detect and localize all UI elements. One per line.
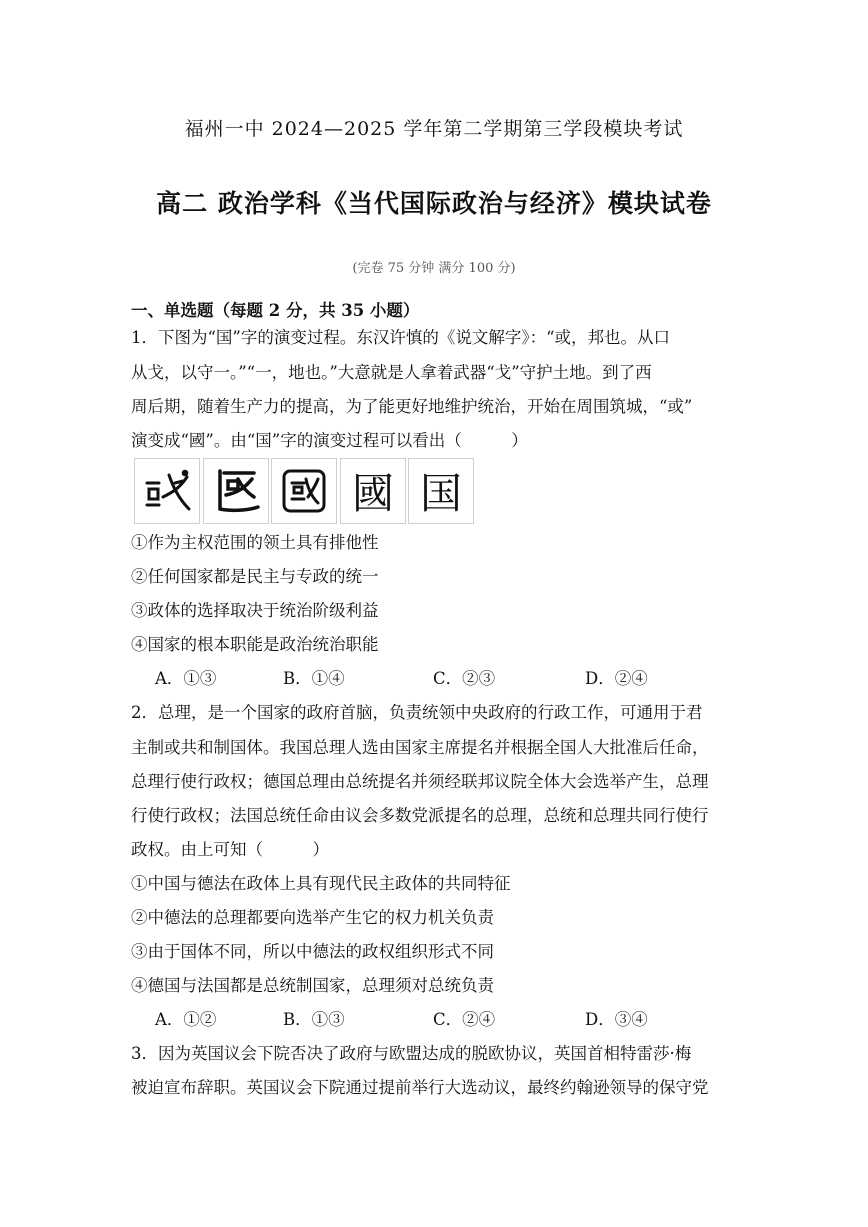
traditional-guo-glyph: 國 <box>340 458 406 524</box>
bronze-guo-glyph-icon <box>203 458 269 524</box>
question-2-statement-4: ④德国与法国都是总统制国家，总理须对总统负责 <box>131 976 494 995</box>
option-b[interactable]: B．①③ <box>283 1010 345 1029</box>
question-2-statement-3: ③由于国体不同，所以中德法的政权组织形式不同 <box>131 942 494 961</box>
question-1-statement-2: ②任何国家都是民主与专政的统一 <box>131 567 379 586</box>
option-c[interactable]: C．②④ <box>433 1010 496 1029</box>
question-2-line-5: 政权。由上可知（ ） <box>131 840 329 859</box>
simplified-guo-glyph: 国 <box>408 458 474 524</box>
seal-guo-glyph-icon <box>271 458 337 524</box>
question-2-statement-2: ②中德法的总理都要向选举产生它的权力机关负责 <box>131 908 494 927</box>
question-1-statement-4: ④国家的根本职能是政治统治职能 <box>131 635 379 654</box>
school-title: 福州一中 2024—2025 学年第二学期第三学段模块考试 <box>184 118 684 140</box>
option-a[interactable]: A．①② <box>155 1010 217 1029</box>
question-1-statement-1: ①作为主权范围的领土具有排他性 <box>131 533 379 552</box>
ancient-huo-glyph-icon <box>134 458 200 524</box>
question-2-line-4: 行使行政权；法国总统任命由议会多数党派提名的总理，总统和总理共同行使行 <box>131 806 709 825</box>
option-d[interactable]: D．②④ <box>585 669 648 688</box>
exam-main-title: 高二 政治学科《当代国际政治与经济》模块试卷 <box>156 189 712 218</box>
question-3-line-1: 3．因为英国议会下院否决了政府与欧盟达成的脱欧协议，英国首相特雷莎·梅 <box>131 1044 692 1063</box>
option-a[interactable]: A．①③ <box>155 669 217 688</box>
question-1-line-3: 周后期，随着生产力的提高，为了能更好地维护统治，开始在周围筑城，“或” <box>131 397 693 416</box>
question-1-line-2: 从戈，以守一。”“一，地也。”大意就是人拿着武器“戈”守护土地。到了西 <box>131 363 652 382</box>
question-2-line-2: 主制或共和制国体。我国总理人选由国家主席提名并根据全国人大批准后任命， <box>131 738 709 757</box>
question-1-statement-3: ③政体的选择取决于统治阶级利益 <box>131 601 379 620</box>
question-2-line-3: 总理行使行政权；德国总理由总统提名并须经联邦议院全体大会选举产生，总理 <box>131 772 709 791</box>
question-1-options <box>155 668 675 690</box>
option-d[interactable]: D．③④ <box>585 1010 648 1029</box>
question-2-options <box>155 1009 675 1031</box>
option-c[interactable]: C．②③ <box>433 669 496 688</box>
exam-info: (完卷 75 分钟 满分 100 分) <box>352 261 516 276</box>
section-title: 一、单选题（每题 2 分，共 35 小题） <box>131 301 420 320</box>
question-2-statement-1: ①中国与德法在政体上具有现代民主政体的共同特征 <box>131 874 511 893</box>
question-3-line-2: 被迫宣布辞职。英国议会下院通过提前举行大选动议，最终约翰逊领导的保守党 <box>131 1078 709 1097</box>
question-2-line-1: 2．总理，是一个国家的政府首脑，负责统领中央政府的行政工作，可通用于君 <box>131 703 703 722</box>
option-b[interactable]: B．①④ <box>283 669 345 688</box>
question-1-line-1: 1．下图为“国”字的演变过程。东汉许慎的《说文解字》：“或，邦也。从口 <box>131 328 671 347</box>
question-1-line-4: 演变成“國”。由“国”字的演变过程可以看出（ ） <box>131 431 528 450</box>
